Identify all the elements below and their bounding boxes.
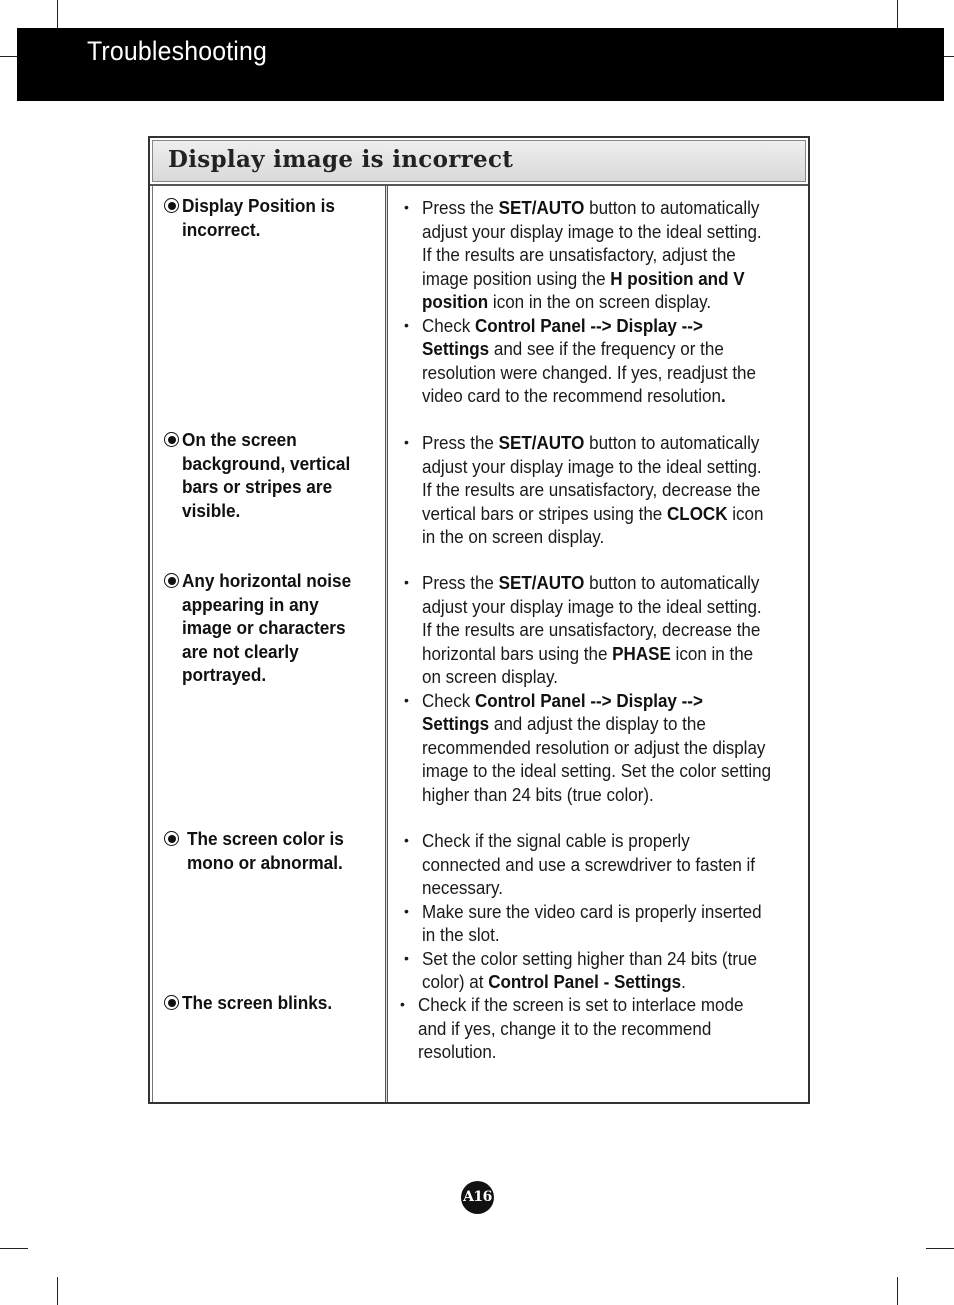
problem-item (164, 991, 374, 1015)
problem-label: On the screen background, vertical bars or stripes are visible. (182, 429, 351, 521)
solution-list (402, 571, 802, 806)
problem-item (164, 428, 374, 522)
text-segment: Press the (422, 572, 499, 593)
page-title: Troubleshooting (87, 36, 267, 66)
text-segment: icon in the on screen display. (422, 502, 764, 547)
radio-bullet-icon (164, 432, 179, 447)
solution-item (402, 314, 802, 408)
crop-mark (897, 1277, 898, 1305)
troubleshooting-table (148, 136, 810, 1104)
emphasis-text: Control Panel --> Display --> Settings (422, 689, 703, 734)
problem-item (164, 827, 374, 874)
solution-item (402, 947, 802, 994)
text-segment: Press the (422, 197, 499, 218)
text-segment: button to automatically adjust your display image to the ideal setting. If the results are unsatisfactory, decrease the vertical bars or stripes using the (422, 432, 762, 524)
crop-mark (926, 1248, 954, 1249)
radio-bullet-icon (164, 573, 179, 588)
problem-label: Any horizontal noise appearing in any image or characters are not clearly portrayed. (182, 570, 352, 685)
crop-mark (897, 0, 898, 28)
solution-text (422, 900, 772, 947)
text-segment: icon in the on screen display. (422, 642, 754, 687)
bullet-icon: • (404, 316, 409, 333)
text-segment: button to automatically adjust your display image to the ideal setting. If the results are unsatisfactory, adjust the image position using the (422, 197, 762, 289)
emphasis-text: PHASE (612, 642, 671, 664)
table-border (152, 186, 153, 1102)
solution-item (402, 571, 802, 689)
crop-mark (57, 0, 58, 28)
emphasis-text: Control Panel - Settings (488, 971, 682, 992)
text-segment: Press the (422, 432, 499, 453)
solution-list (402, 829, 802, 994)
solution-text (422, 314, 772, 408)
text-segment: Set the color setting higher than 24 bits (true color) at (422, 947, 757, 992)
radio-bullet-icon (164, 995, 179, 1010)
bullet-icon: • (404, 199, 409, 215)
solution-item (402, 431, 802, 549)
bullet-icon: • (404, 832, 409, 848)
table-title: Display image is incorrect (168, 146, 514, 173)
solution-text (422, 689, 772, 807)
solution-list (402, 196, 802, 408)
solution-text (422, 947, 772, 994)
column-divider (385, 186, 388, 1102)
problem-item (164, 569, 374, 687)
solution-text (422, 196, 772, 314)
text-segment: Check if the signal cable is properly connected and use a screwdriver to fasten if necessary. (422, 830, 756, 898)
emphasis-text: . (720, 385, 726, 406)
solution-item (402, 900, 802, 947)
emphasis-text: SET/AUTO (498, 572, 585, 593)
page-number-badge: A16 (461, 1181, 494, 1214)
problem-label: The screen blinks. (182, 992, 333, 1013)
bullet-icon: • (400, 996, 405, 1012)
solution-text (418, 993, 768, 1064)
bullet-icon: • (404, 574, 409, 590)
text-segment: and adjust the display to the recommended resolution or adjust the display image to the ideal setting. Set the color setting higher than 24 bits (true color). (422, 713, 772, 805)
bullet-icon: • (404, 691, 409, 708)
text-segment: button to automatically adjust your display image to the ideal setting. If the results are unsatisfactory, decrease the horizontal bars using the (422, 572, 762, 664)
bullet-icon: • (404, 434, 409, 450)
radio-bullet-icon (164, 831, 179, 846)
text-segment: and see if the frequency or the resolution were changed. If yes, readjust the video card to the recommend resolution (422, 338, 756, 406)
solution-item (402, 196, 802, 314)
text-segment: Check if the screen is set to interlace mode and if yes, change it to the recommend resolution. (418, 994, 744, 1062)
solution-item (398, 993, 798, 1064)
text-segment: . (681, 971, 686, 992)
crop-mark (0, 1248, 28, 1249)
bullet-icon: • (404, 902, 409, 919)
problem-label: The screen color is mono or abnormal. (187, 828, 344, 873)
bullet-icon: • (404, 949, 409, 966)
text-segment: Check (422, 689, 475, 711)
text-segment: Make sure the video card is properly inserted in the slot. (422, 900, 762, 945)
solution-item (402, 829, 802, 900)
crop-mark (57, 1277, 58, 1305)
problem-label: Display Position is incorrect. (182, 195, 335, 240)
problem-item (164, 194, 374, 241)
solution-list (398, 993, 798, 1064)
emphasis-text: Control Panel --> Display --> Settings (422, 314, 703, 359)
solution-item (402, 689, 802, 807)
text-segment: icon in the on screen display. (488, 291, 712, 312)
radio-bullet-icon (164, 198, 179, 213)
emphasis-text: H position and V position (422, 267, 745, 312)
table-header (150, 138, 808, 186)
crop-mark (0, 56, 17, 57)
text-segment: Check (422, 314, 475, 336)
solution-text (422, 571, 772, 689)
solution-text (422, 431, 772, 549)
emphasis-text: SET/AUTO (498, 197, 585, 218)
solution-list (402, 431, 802, 549)
emphasis-text: CLOCK (667, 502, 728, 524)
solution-text (422, 829, 772, 900)
emphasis-text: SET/AUTO (498, 432, 585, 453)
